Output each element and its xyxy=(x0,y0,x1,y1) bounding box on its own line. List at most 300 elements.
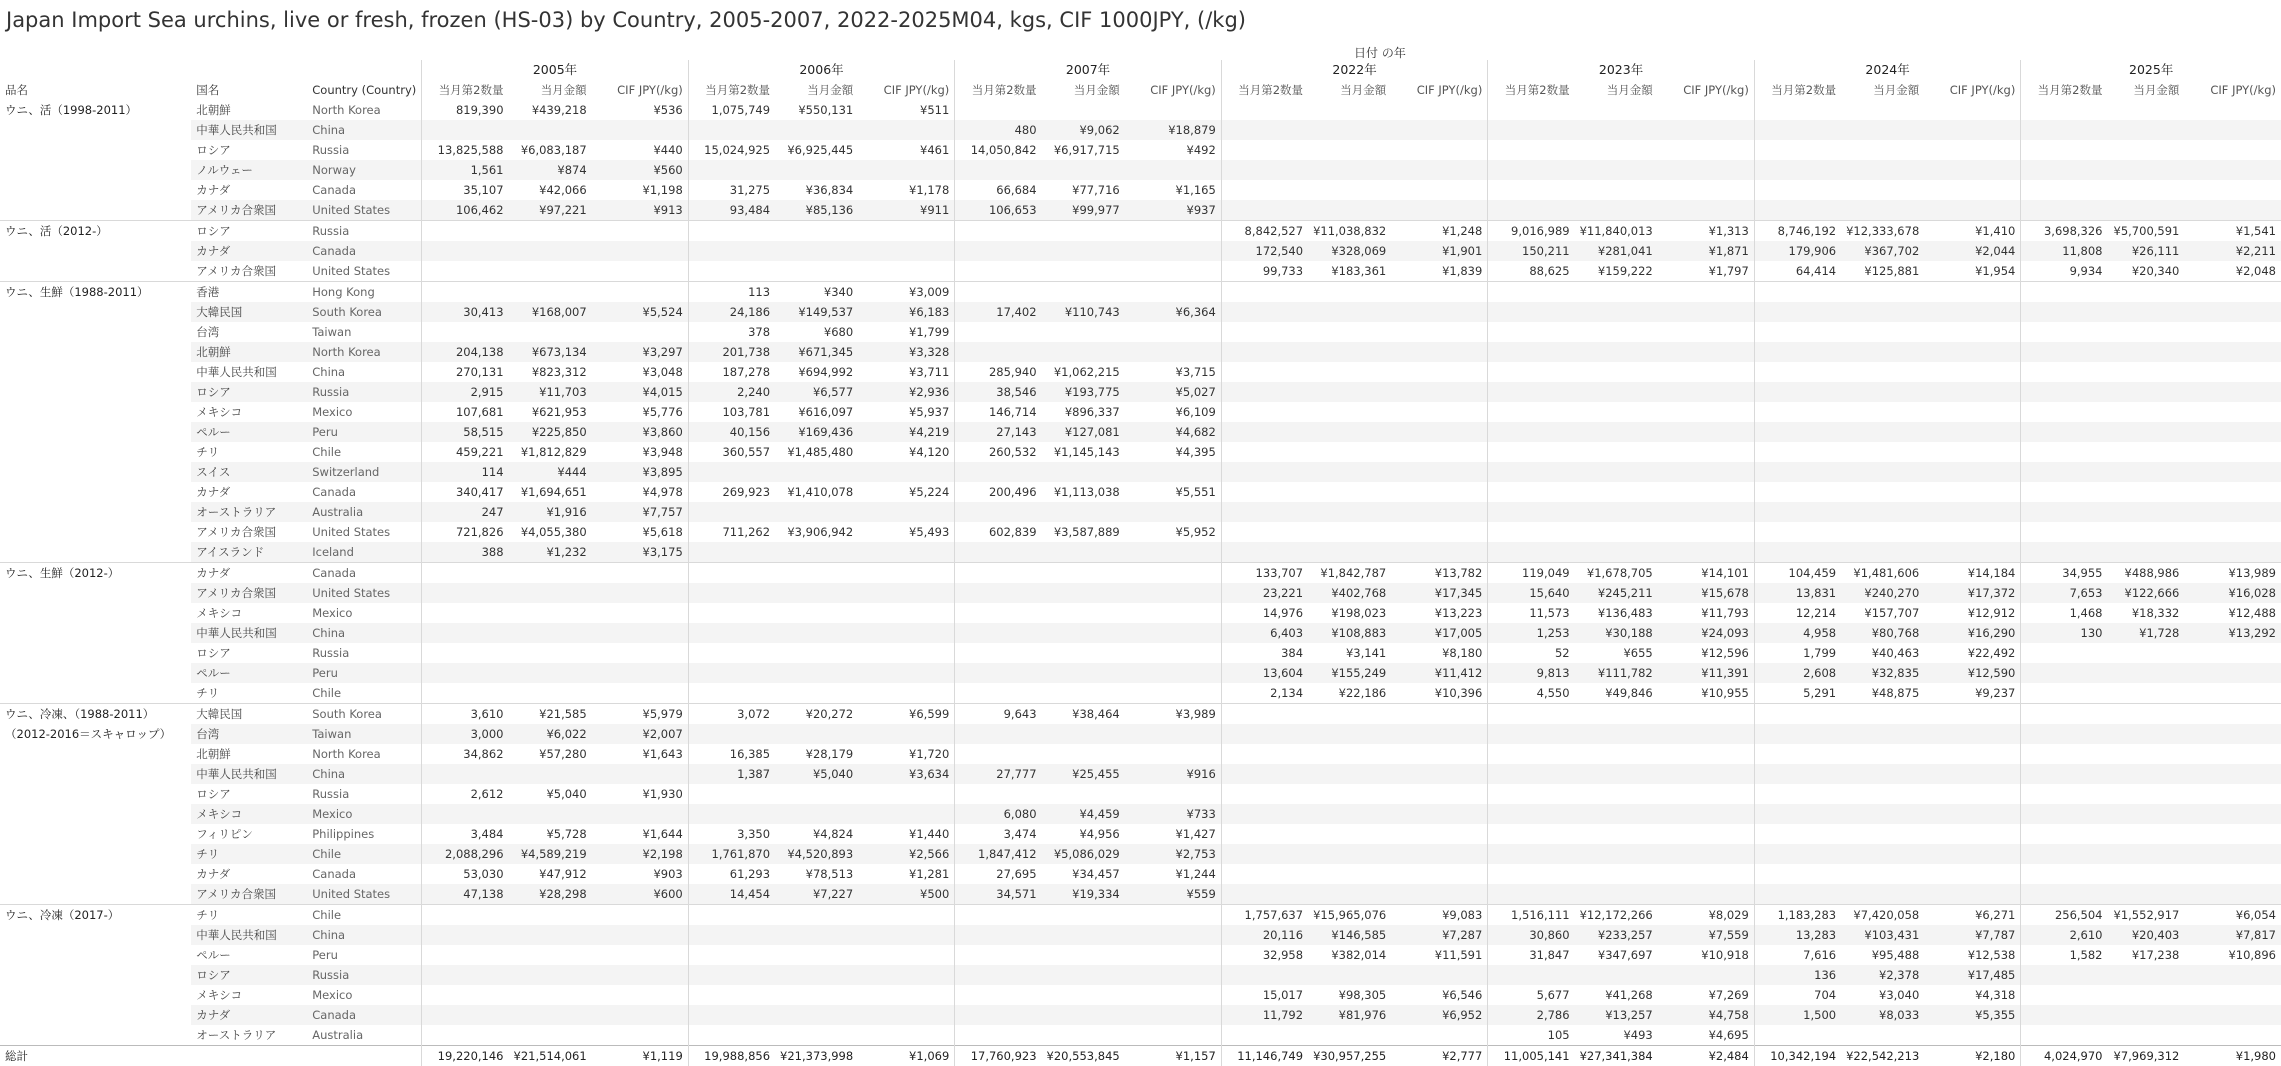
value-cell: ¥913 xyxy=(592,200,689,221)
value-cell xyxy=(775,160,858,180)
value-cell xyxy=(1575,200,1658,221)
value-cell xyxy=(1575,804,1658,824)
value-cell xyxy=(1391,402,1488,422)
value-cell xyxy=(2021,864,2108,884)
value-cell xyxy=(2021,985,2108,1005)
value-cell xyxy=(2184,804,2281,824)
country-en-cell: Russia xyxy=(307,382,422,402)
country-en-cell: South Korea xyxy=(307,302,422,322)
value-cell xyxy=(1042,683,1125,704)
table-row xyxy=(0,342,2281,362)
value-cell xyxy=(955,462,1042,482)
value-cell xyxy=(509,1025,592,1046)
country-en-cell: United States xyxy=(307,522,422,542)
value-cell xyxy=(2108,422,2185,442)
value-cell xyxy=(1754,764,1841,784)
value-cell xyxy=(1221,804,1308,824)
value-cell: 14,976 xyxy=(1221,603,1308,623)
value-cell xyxy=(1391,744,1488,764)
value-cell xyxy=(1658,784,1755,804)
value-cell: 106,462 xyxy=(422,200,509,221)
country-en-cell: Mexico xyxy=(307,603,422,623)
value-cell: ¥4,055,380 xyxy=(509,522,592,542)
table-row xyxy=(0,583,2281,603)
value-cell: 260,532 xyxy=(955,442,1042,462)
value-cell xyxy=(1042,623,1125,643)
value-cell xyxy=(1308,704,1391,725)
value-cell xyxy=(1125,744,1222,764)
total-value-cell: ¥1,069 xyxy=(858,1046,955,1066)
value-cell: ¥3,040 xyxy=(1841,985,1924,1005)
country-jp-cell: チリ xyxy=(191,905,307,926)
value-cell: 30,860 xyxy=(1488,925,1575,945)
value-cell xyxy=(592,683,689,704)
value-cell xyxy=(2184,744,2281,764)
country-jp-cell: 中華人民共和国 xyxy=(191,362,307,382)
value-cell: ¥680 xyxy=(775,322,858,342)
value-cell xyxy=(2184,282,2281,303)
product-cell: ウニ、活（1998-2011） xyxy=(0,100,191,221)
country-jp-cell: チリ xyxy=(191,844,307,864)
value-cell xyxy=(2184,362,2281,382)
value-cell xyxy=(1754,422,1841,442)
value-cell xyxy=(2108,382,2185,402)
value-cell xyxy=(1125,342,1222,362)
value-cell: ¥168,007 xyxy=(509,302,592,322)
value-cell xyxy=(955,663,1042,683)
value-cell: ¥7,420,058 xyxy=(1841,905,1924,926)
value-cell xyxy=(1841,322,1924,342)
value-cell xyxy=(1221,100,1308,120)
value-cell xyxy=(1391,482,1488,502)
value-cell xyxy=(1754,382,1841,402)
value-cell xyxy=(1042,342,1125,362)
value-cell: ¥4,015 xyxy=(592,382,689,402)
value-cell xyxy=(1391,884,1488,905)
value-cell xyxy=(1841,764,1924,784)
value-cell xyxy=(2184,200,2281,221)
country-jp-cell: チリ xyxy=(191,442,307,462)
value-cell xyxy=(2021,784,2108,804)
value-cell xyxy=(1221,764,1308,784)
country-jp-cell: スイス xyxy=(191,462,307,482)
value-cell xyxy=(2108,482,2185,502)
value-cell: 1,761,870 xyxy=(688,844,775,864)
value-cell xyxy=(509,985,592,1005)
value-cell: ¥1,644 xyxy=(592,824,689,844)
product-cell: ウニ、生鮮（2012-） xyxy=(0,563,191,704)
measure-header: 当月第2数量 xyxy=(688,80,775,100)
value-cell xyxy=(1391,322,1488,342)
value-cell xyxy=(592,120,689,140)
value-cell: 459,221 xyxy=(422,442,509,462)
value-cell xyxy=(1924,302,2021,322)
value-cell xyxy=(1308,744,1391,764)
country-en-cell: United States xyxy=(307,261,422,282)
year-header: 2005年 xyxy=(422,60,689,80)
dim-header: 国名 xyxy=(191,80,307,100)
value-cell: ¥444 xyxy=(509,462,592,482)
value-cell xyxy=(1125,985,1222,1005)
value-cell: ¥6,022 xyxy=(509,724,592,744)
value-cell: ¥1,916 xyxy=(509,502,592,522)
value-cell xyxy=(2108,724,2185,744)
country-en-cell: Canada xyxy=(307,180,422,200)
value-cell: ¥7,269 xyxy=(1658,985,1755,1005)
value-cell xyxy=(2021,402,2108,422)
table-row xyxy=(0,683,2281,704)
value-cell xyxy=(1924,522,2021,542)
measure-header: 当月金額 xyxy=(1841,80,1924,100)
value-cell xyxy=(1308,140,1391,160)
value-cell: ¥1,281 xyxy=(858,864,955,884)
value-cell xyxy=(2021,724,2108,744)
value-cell: 103,781 xyxy=(688,402,775,422)
value-cell: 1,757,637 xyxy=(1221,905,1308,926)
value-cell: ¥3,009 xyxy=(858,282,955,303)
value-cell: ¥8,180 xyxy=(1391,643,1488,663)
value-cell xyxy=(1754,884,1841,905)
value-cell xyxy=(955,342,1042,362)
value-cell xyxy=(1658,522,1755,542)
value-cell xyxy=(1125,502,1222,522)
value-cell: ¥1,799 xyxy=(858,322,955,342)
value-cell: 8,746,192 xyxy=(1754,221,1841,242)
value-cell xyxy=(1575,422,1658,442)
table-row xyxy=(0,200,2281,221)
value-cell xyxy=(1658,160,1755,180)
value-cell xyxy=(1841,422,1924,442)
value-cell: ¥40,463 xyxy=(1841,643,1924,663)
value-cell xyxy=(2108,643,2185,663)
value-cell xyxy=(509,241,592,261)
total-value-cell: ¥1,119 xyxy=(592,1046,689,1066)
value-cell xyxy=(1125,160,1222,180)
value-cell xyxy=(592,261,689,282)
value-cell: 270,131 xyxy=(422,362,509,382)
value-cell xyxy=(1924,744,2021,764)
crosstab-table xyxy=(0,60,2281,1066)
value-cell xyxy=(1308,724,1391,744)
value-cell xyxy=(1391,462,1488,482)
value-cell: ¥3,860 xyxy=(592,422,689,442)
value-cell xyxy=(955,744,1042,764)
value-cell: 13,283 xyxy=(1754,925,1841,945)
value-cell xyxy=(1575,322,1658,342)
value-cell: 256,504 xyxy=(2021,905,2108,926)
value-cell xyxy=(2021,744,2108,764)
value-cell: ¥281,041 xyxy=(1575,241,1658,261)
value-cell: 200,496 xyxy=(955,482,1042,502)
value-cell: ¥6,271 xyxy=(1924,905,2021,926)
value-cell xyxy=(2184,100,2281,120)
value-cell: ¥103,431 xyxy=(1841,925,1924,945)
country-en-cell: Chile xyxy=(307,905,422,926)
value-cell: 204,138 xyxy=(422,342,509,362)
value-cell xyxy=(1488,764,1575,784)
value-cell: ¥25,455 xyxy=(1042,764,1125,784)
country-jp-cell: ロシア xyxy=(191,382,307,402)
value-cell xyxy=(2021,342,2108,362)
value-cell xyxy=(775,603,858,623)
value-cell: ¥2,566 xyxy=(858,844,955,864)
country-jp-cell: アメリカ合衆国 xyxy=(191,200,307,221)
value-cell xyxy=(2108,663,2185,683)
value-cell xyxy=(1841,844,1924,864)
value-cell: ¥3,715 xyxy=(1125,362,1222,382)
table-row xyxy=(0,884,2281,905)
country-en-cell: United States xyxy=(307,583,422,603)
value-cell xyxy=(858,542,955,563)
value-cell xyxy=(2108,965,2185,985)
value-cell: 14,454 xyxy=(688,884,775,905)
value-cell xyxy=(2184,884,2281,905)
value-cell xyxy=(1658,482,1755,502)
value-cell: ¥328,069 xyxy=(1308,241,1391,261)
value-cell xyxy=(422,945,509,965)
country-jp-cell: 台湾 xyxy=(191,724,307,744)
value-cell xyxy=(1042,322,1125,342)
value-cell xyxy=(422,120,509,140)
value-cell: 16,385 xyxy=(688,744,775,764)
value-cell: 119,049 xyxy=(1488,563,1575,584)
value-cell xyxy=(2021,965,2108,985)
value-cell: ¥155,249 xyxy=(1308,663,1391,683)
value-cell: ¥6,109 xyxy=(1125,402,1222,422)
country-en-cell: China xyxy=(307,764,422,784)
value-cell xyxy=(1575,522,1658,542)
value-cell xyxy=(422,643,509,663)
value-cell xyxy=(775,804,858,824)
value-cell: ¥13,257 xyxy=(1575,1005,1658,1025)
value-cell xyxy=(2021,120,2108,140)
country-jp-cell: ペルー xyxy=(191,422,307,442)
value-cell xyxy=(955,724,1042,744)
value-cell: 1,075,749 xyxy=(688,100,775,120)
value-cell: 2,612 xyxy=(422,784,509,804)
value-cell xyxy=(858,784,955,804)
value-cell xyxy=(688,160,775,180)
value-cell: 106,653 xyxy=(955,200,1042,221)
country-jp-cell: ロシア xyxy=(191,221,307,242)
value-cell xyxy=(422,282,509,303)
value-cell xyxy=(509,965,592,985)
value-cell: 269,923 xyxy=(688,482,775,502)
value-cell: 15,024,925 xyxy=(688,140,775,160)
value-cell xyxy=(1125,282,1222,303)
value-cell: 2,240 xyxy=(688,382,775,402)
value-cell xyxy=(2021,704,2108,725)
value-cell: 146,714 xyxy=(955,402,1042,422)
value-cell xyxy=(509,945,592,965)
value-cell xyxy=(1754,282,1841,303)
value-cell: ¥108,883 xyxy=(1308,623,1391,643)
value-cell xyxy=(1841,180,1924,200)
value-cell xyxy=(2108,200,2185,221)
value-cell xyxy=(1308,180,1391,200)
country-en-cell: Chile xyxy=(307,442,422,462)
country-jp-cell: メキシコ xyxy=(191,603,307,623)
value-cell: 2,610 xyxy=(2021,925,2108,945)
value-cell xyxy=(1042,160,1125,180)
country-en-cell: Norway xyxy=(307,160,422,180)
value-cell xyxy=(1488,542,1575,563)
value-cell: ¥511 xyxy=(858,100,955,120)
value-cell xyxy=(2184,1005,2281,1025)
country-jp-cell: ロシア xyxy=(191,140,307,160)
value-cell xyxy=(1221,542,1308,563)
country-jp-cell: オーストラリア xyxy=(191,1025,307,1046)
value-cell xyxy=(2021,180,2108,200)
country-jp-cell: 中華人民共和国 xyxy=(191,623,307,643)
value-cell xyxy=(955,965,1042,985)
table-row xyxy=(0,542,2281,563)
value-cell xyxy=(509,925,592,945)
value-cell xyxy=(1221,965,1308,985)
value-cell: ¥2,007 xyxy=(592,724,689,744)
value-cell xyxy=(1308,362,1391,382)
value-cell xyxy=(955,784,1042,804)
country-en-cell: Philippines xyxy=(307,824,422,844)
measure-header: 当月金額 xyxy=(1308,80,1391,100)
value-cell xyxy=(1488,382,1575,402)
value-cell: ¥18,332 xyxy=(2108,603,2185,623)
value-cell: ¥159,222 xyxy=(1575,261,1658,282)
value-cell xyxy=(858,724,955,744)
country-jp-cell: 台湾 xyxy=(191,322,307,342)
value-cell xyxy=(1308,824,1391,844)
value-cell: ¥1,244 xyxy=(1125,864,1222,884)
value-cell xyxy=(2021,322,2108,342)
value-cell xyxy=(1125,462,1222,482)
value-cell xyxy=(2021,482,2108,502)
value-cell xyxy=(1841,382,1924,402)
measure-header: CIF JPY(/kg) xyxy=(1658,80,1755,100)
value-cell xyxy=(775,241,858,261)
value-cell: 93,484 xyxy=(688,200,775,221)
value-cell xyxy=(1125,643,1222,663)
value-cell: ¥77,716 xyxy=(1042,180,1125,200)
value-cell xyxy=(1575,120,1658,140)
value-cell: ¥6,183 xyxy=(858,302,955,322)
value-cell xyxy=(1488,402,1575,422)
value-cell: ¥1,178 xyxy=(858,180,955,200)
value-cell xyxy=(1221,422,1308,442)
year-header: 2024年 xyxy=(1754,60,2021,80)
value-cell: ¥2,211 xyxy=(2184,241,2281,261)
value-cell xyxy=(592,583,689,603)
value-cell xyxy=(1924,282,2021,303)
value-cell xyxy=(1658,502,1755,522)
value-cell: ¥911 xyxy=(858,200,955,221)
value-cell: ¥12,912 xyxy=(1924,603,2021,623)
value-cell xyxy=(1924,322,2021,342)
value-cell xyxy=(422,221,509,242)
value-cell: ¥1,427 xyxy=(1125,824,1222,844)
value-cell xyxy=(1488,824,1575,844)
value-cell: 5,291 xyxy=(1754,683,1841,704)
value-cell xyxy=(1575,542,1658,563)
total-value-cell: ¥7,969,312 xyxy=(2108,1046,2185,1066)
value-cell xyxy=(688,784,775,804)
value-cell xyxy=(1488,442,1575,462)
country-jp-cell: アメリカ合衆国 xyxy=(191,884,307,905)
value-cell: 32,958 xyxy=(1221,945,1308,965)
country-en-cell: China xyxy=(307,362,422,382)
table-row xyxy=(0,100,2281,120)
value-cell: 1,847,412 xyxy=(955,844,1042,864)
total-value-cell: ¥21,514,061 xyxy=(509,1046,592,1066)
value-cell xyxy=(1658,282,1755,303)
value-cell: 1,183,283 xyxy=(1754,905,1841,926)
value-cell: ¥673,134 xyxy=(509,342,592,362)
value-cell: 130 xyxy=(2021,623,2108,643)
value-cell: ¥616,097 xyxy=(775,402,858,422)
country-jp-cell: カナダ xyxy=(191,180,307,200)
value-cell xyxy=(2108,282,2185,303)
value-cell: ¥12,488 xyxy=(2184,603,2281,623)
country-en-cell: Australia xyxy=(307,502,422,522)
value-cell xyxy=(509,261,592,282)
value-cell: ¥20,272 xyxy=(775,704,858,725)
value-cell: ¥3,328 xyxy=(858,342,955,362)
value-cell xyxy=(509,322,592,342)
value-cell xyxy=(2184,462,2281,482)
value-cell xyxy=(1488,140,1575,160)
value-cell: 30,413 xyxy=(422,302,509,322)
value-cell: 114 xyxy=(422,462,509,482)
value-cell: ¥34,457 xyxy=(1042,864,1125,884)
value-cell xyxy=(1308,502,1391,522)
value-cell xyxy=(2108,1005,2185,1025)
value-cell xyxy=(1391,362,1488,382)
value-cell xyxy=(688,583,775,603)
value-cell xyxy=(775,905,858,926)
value-cell xyxy=(1391,160,1488,180)
table-row xyxy=(0,764,2281,784)
value-cell xyxy=(1308,844,1391,864)
value-cell xyxy=(2108,522,2185,542)
value-cell xyxy=(1308,120,1391,140)
value-cell xyxy=(592,985,689,1005)
value-cell xyxy=(688,905,775,926)
value-cell xyxy=(955,603,1042,623)
table-row xyxy=(0,302,2281,322)
value-cell: 52 xyxy=(1488,643,1575,663)
value-cell: ¥85,136 xyxy=(775,200,858,221)
value-cell xyxy=(1841,120,1924,140)
value-cell: ¥5,524 xyxy=(592,302,689,322)
country-en-cell: United States xyxy=(307,884,422,905)
value-cell: 13,604 xyxy=(1221,663,1308,683)
value-cell: ¥5,027 xyxy=(1125,382,1222,402)
table-row xyxy=(0,322,2281,342)
table-row xyxy=(0,724,2281,744)
value-cell xyxy=(2021,282,2108,303)
value-cell xyxy=(1658,362,1755,382)
value-cell xyxy=(1488,844,1575,864)
value-cell: 61,293 xyxy=(688,864,775,884)
value-cell: ¥3,948 xyxy=(592,442,689,462)
value-cell xyxy=(509,905,592,926)
value-cell xyxy=(1754,302,1841,322)
value-cell xyxy=(592,1025,689,1046)
value-cell xyxy=(2021,683,2108,704)
value-cell xyxy=(858,120,955,140)
year-header: 2025年 xyxy=(2021,60,2281,80)
value-cell: ¥488,986 xyxy=(2108,563,2185,584)
table-row xyxy=(0,864,2281,884)
